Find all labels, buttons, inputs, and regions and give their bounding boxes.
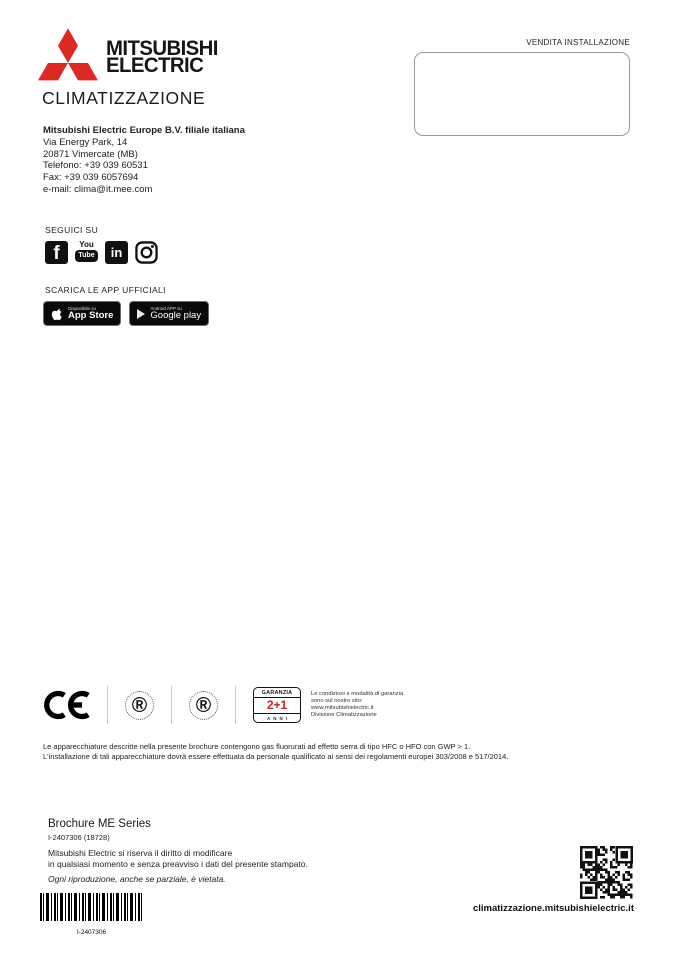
copyright-text: Ogni riproduzione, anche se parziale, è vietata. [48,874,226,884]
google-play-line2: Google play [150,310,202,321]
warranty-badge-bottom: ANNI [267,715,290,721]
youtube-icon[interactable] [75,241,98,264]
youtube-box-text: Tube [75,250,97,262]
apple-icon [51,307,63,321]
company-name: Mitsubishi Electric Europe B.V. filiale italiana [43,125,245,136]
rights-text [48,848,308,870]
warranty-note-line4: Divisione Climatizzazione [311,712,377,718]
apps-heading: SCARICA LE APP UFFICIALI [45,285,166,295]
social-row [45,241,158,264]
dealer-stamp-box [414,52,630,136]
ce-mark-icon [44,689,90,721]
address-line2: 20871 Vimercate (MB) [43,148,138,160]
website-url[interactable]: climatizzazione.mitsubishielectric.it [472,903,634,914]
contact-block [43,125,245,196]
certifications-row [44,686,403,724]
email-line[interactable]: e-mail: clima@it.mee.com [43,183,153,195]
warranty-2plus1-badge [253,687,301,723]
rights-line1: Mitsubishi Electric si riserva il diritto di modificare [48,848,233,858]
divider [107,686,108,724]
apps-row [43,301,209,326]
mitsubishi-three-diamonds-icon [38,28,98,81]
social-heading: SEGUICI SU [45,225,99,235]
barcode-label: I-2407306 [74,929,109,936]
phone-line: Telefono: +39 039 60531 [43,160,148,172]
warranty-note-line1: Le condizioni e modalità di garanzia [311,691,404,697]
warranty-badge-top: GARANZIA [254,688,300,698]
registered-symbol: ® [131,693,148,717]
instagram-icon[interactable] [135,241,158,264]
qr-code [580,846,633,899]
registered-certification-mark-2 [189,691,218,720]
brand-wordmark [106,37,218,77]
warranty-badge-years: 2+1 [254,698,300,714]
google-play-line1: Android APP su [150,306,182,311]
warranty-note [311,691,403,719]
warranty-note-link[interactable]: www.mitsubishielectric.it [311,705,374,711]
divider [171,686,172,724]
app-store-line1: Disponibile su [68,306,97,311]
warranty-note-line2: sono sul nostro sito: [311,698,363,704]
brand-wordmark-line1: MITSUBISHI [106,37,218,60]
linkedin-icon[interactable] [105,241,128,264]
rights-line2: in qualsiasi momento e senza preavviso i dati del presente stampato. [48,858,308,869]
brand-wordmark-line2: ELECTRIC [106,54,204,77]
app-store-badge[interactable] [43,301,121,326]
gas-legal-line2: L'installazione di tali apparecchiature dovrà essere effettuata da personale qualificato ai sensi dei regolamenti europei 303/2008 e 517/2014. [43,751,509,761]
gas-legal-line1: Le apparecchiature descritte nella presente brochure contengono gas fluorurati ad effetto serra di tipo HFC o HFO con GWP > 1. [43,742,471,751]
divider [235,686,236,724]
registered-certification-mark-1 [125,691,154,720]
fax-line: Fax: +39 039 6057694 [43,172,139,184]
linkedin-text: in [110,245,123,260]
dealer-stamp-label: VENDITA INSTALLAZIONE [526,38,630,47]
facebook-icon[interactable] [45,241,68,264]
address-line1: Via Energy Park, 14 [43,136,128,148]
app-store-line2: App Store [68,310,114,321]
gas-legal-text [43,742,508,761]
barcode-bars [40,893,143,921]
youtube-top-text: You [79,240,94,249]
brochure-title: Brochure ME Series [48,818,151,830]
division-title: CLIMATIZZAZIONE [42,88,206,108]
registered-symbol: ® [195,693,212,717]
facebook-letter: f [53,243,60,264]
play-triangle-icon [137,309,145,319]
google-play-badge[interactable] [129,301,209,326]
brochure-code: I-2407306 (18728) [48,833,110,842]
barcode [40,893,143,939]
